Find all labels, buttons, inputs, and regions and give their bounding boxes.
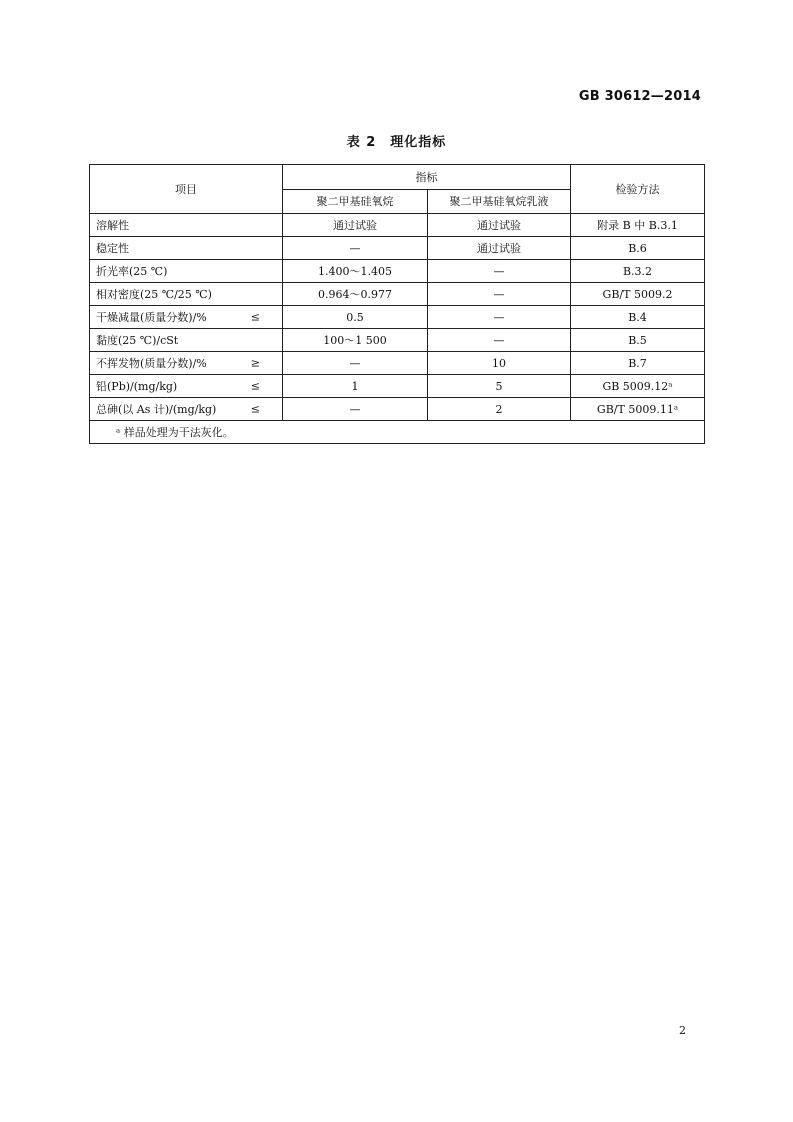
row-value-b: — (428, 283, 571, 306)
row-item (90, 306, 283, 329)
table-row (90, 260, 705, 283)
row-value-b: 5 (428, 375, 571, 398)
row-method: B.3.2 (571, 260, 705, 283)
row-method: B.6 (571, 237, 705, 260)
row-item (90, 237, 283, 260)
row-method: GB/T 5009.11ᵃ (571, 398, 705, 421)
row-value-b: — (428, 306, 571, 329)
row-item (90, 283, 283, 306)
table-row (90, 352, 705, 375)
row-item-label: 相对密度(25 ℃/25 ℃) (96, 288, 212, 301)
table-row (90, 398, 705, 421)
header-col-a: 聚二甲基硅氧烷 (283, 189, 428, 214)
row-operator: ≤ (250, 379, 260, 393)
table-title: 表 2 理化指标 (346, 135, 447, 150)
row-item-label: 稳定性 (96, 242, 129, 255)
row-value-b: 通过试验 (428, 237, 571, 260)
row-value-b: 10 (428, 352, 571, 375)
row-item-label: 不挥发物(质量分数)/% (96, 357, 207, 370)
standard-number: GB 30612—2014 (578, 89, 701, 104)
table-row (90, 283, 705, 306)
row-item (90, 214, 283, 237)
row-value-a: 0.5 (283, 306, 428, 329)
header-item: 项目 (90, 165, 283, 214)
row-value-a: — (283, 398, 428, 421)
row-value-b: — (428, 329, 571, 352)
row-item-label: 折光率(25 ℃) (96, 265, 168, 278)
physicochemical-table (89, 164, 705, 444)
header-indicator: 指标 (283, 165, 571, 190)
row-operator: ≥ (250, 356, 260, 370)
row-item (90, 398, 283, 421)
row-value-b: — (428, 260, 571, 283)
row-operator: ≤ (250, 310, 260, 324)
table-header-row-1 (90, 165, 705, 190)
row-method: B.4 (571, 306, 705, 329)
row-method: GB/T 5009.2 (571, 283, 705, 306)
row-method: 附录 B 中 B.3.1 (571, 214, 705, 237)
row-value-a: 1 (283, 375, 428, 398)
row-method: B.7 (571, 352, 705, 375)
row-item-label: 溶解性 (96, 219, 129, 232)
table-row (90, 375, 705, 398)
row-value-b: 通过试验 (428, 214, 571, 237)
table-footnote-row (90, 421, 705, 444)
row-value-a: — (283, 237, 428, 260)
table-footnote: ᵃ 样品处理为干法灰化。 (90, 421, 705, 444)
row-value-a: 0.964～0.977 (283, 283, 428, 306)
row-value-b: 2 (428, 398, 571, 421)
row-method: B.5 (571, 329, 705, 352)
table-row (90, 306, 705, 329)
header-method: 检验方法 (571, 165, 705, 214)
row-item (90, 329, 283, 352)
row-item-label: 总砷(以 As 计)/(mg/kg) (96, 403, 217, 416)
row-method: GB 5009.12ᵃ (571, 375, 705, 398)
page-number: 2 (679, 1024, 686, 1037)
row-operator: ≤ (250, 402, 260, 416)
table-row (90, 214, 705, 237)
row-item-label: 黏度(25 ℃)/cSt (96, 334, 179, 347)
header-col-b: 聚二甲基硅氧烷乳液 (428, 189, 571, 214)
row-item (90, 375, 283, 398)
row-item-label: 铅(Pb)/(mg/kg) (96, 380, 178, 393)
row-value-a: — (283, 352, 428, 375)
row-value-a: 通过试验 (283, 214, 428, 237)
table-row (90, 237, 705, 260)
table-row (90, 329, 705, 352)
row-item-label: 干燥减量(质量分数)/% (96, 311, 207, 324)
row-value-a: 1.400～1.405 (283, 260, 428, 283)
row-value-a: 100～1 500 (283, 329, 428, 352)
row-item (90, 352, 283, 375)
row-item (90, 260, 283, 283)
